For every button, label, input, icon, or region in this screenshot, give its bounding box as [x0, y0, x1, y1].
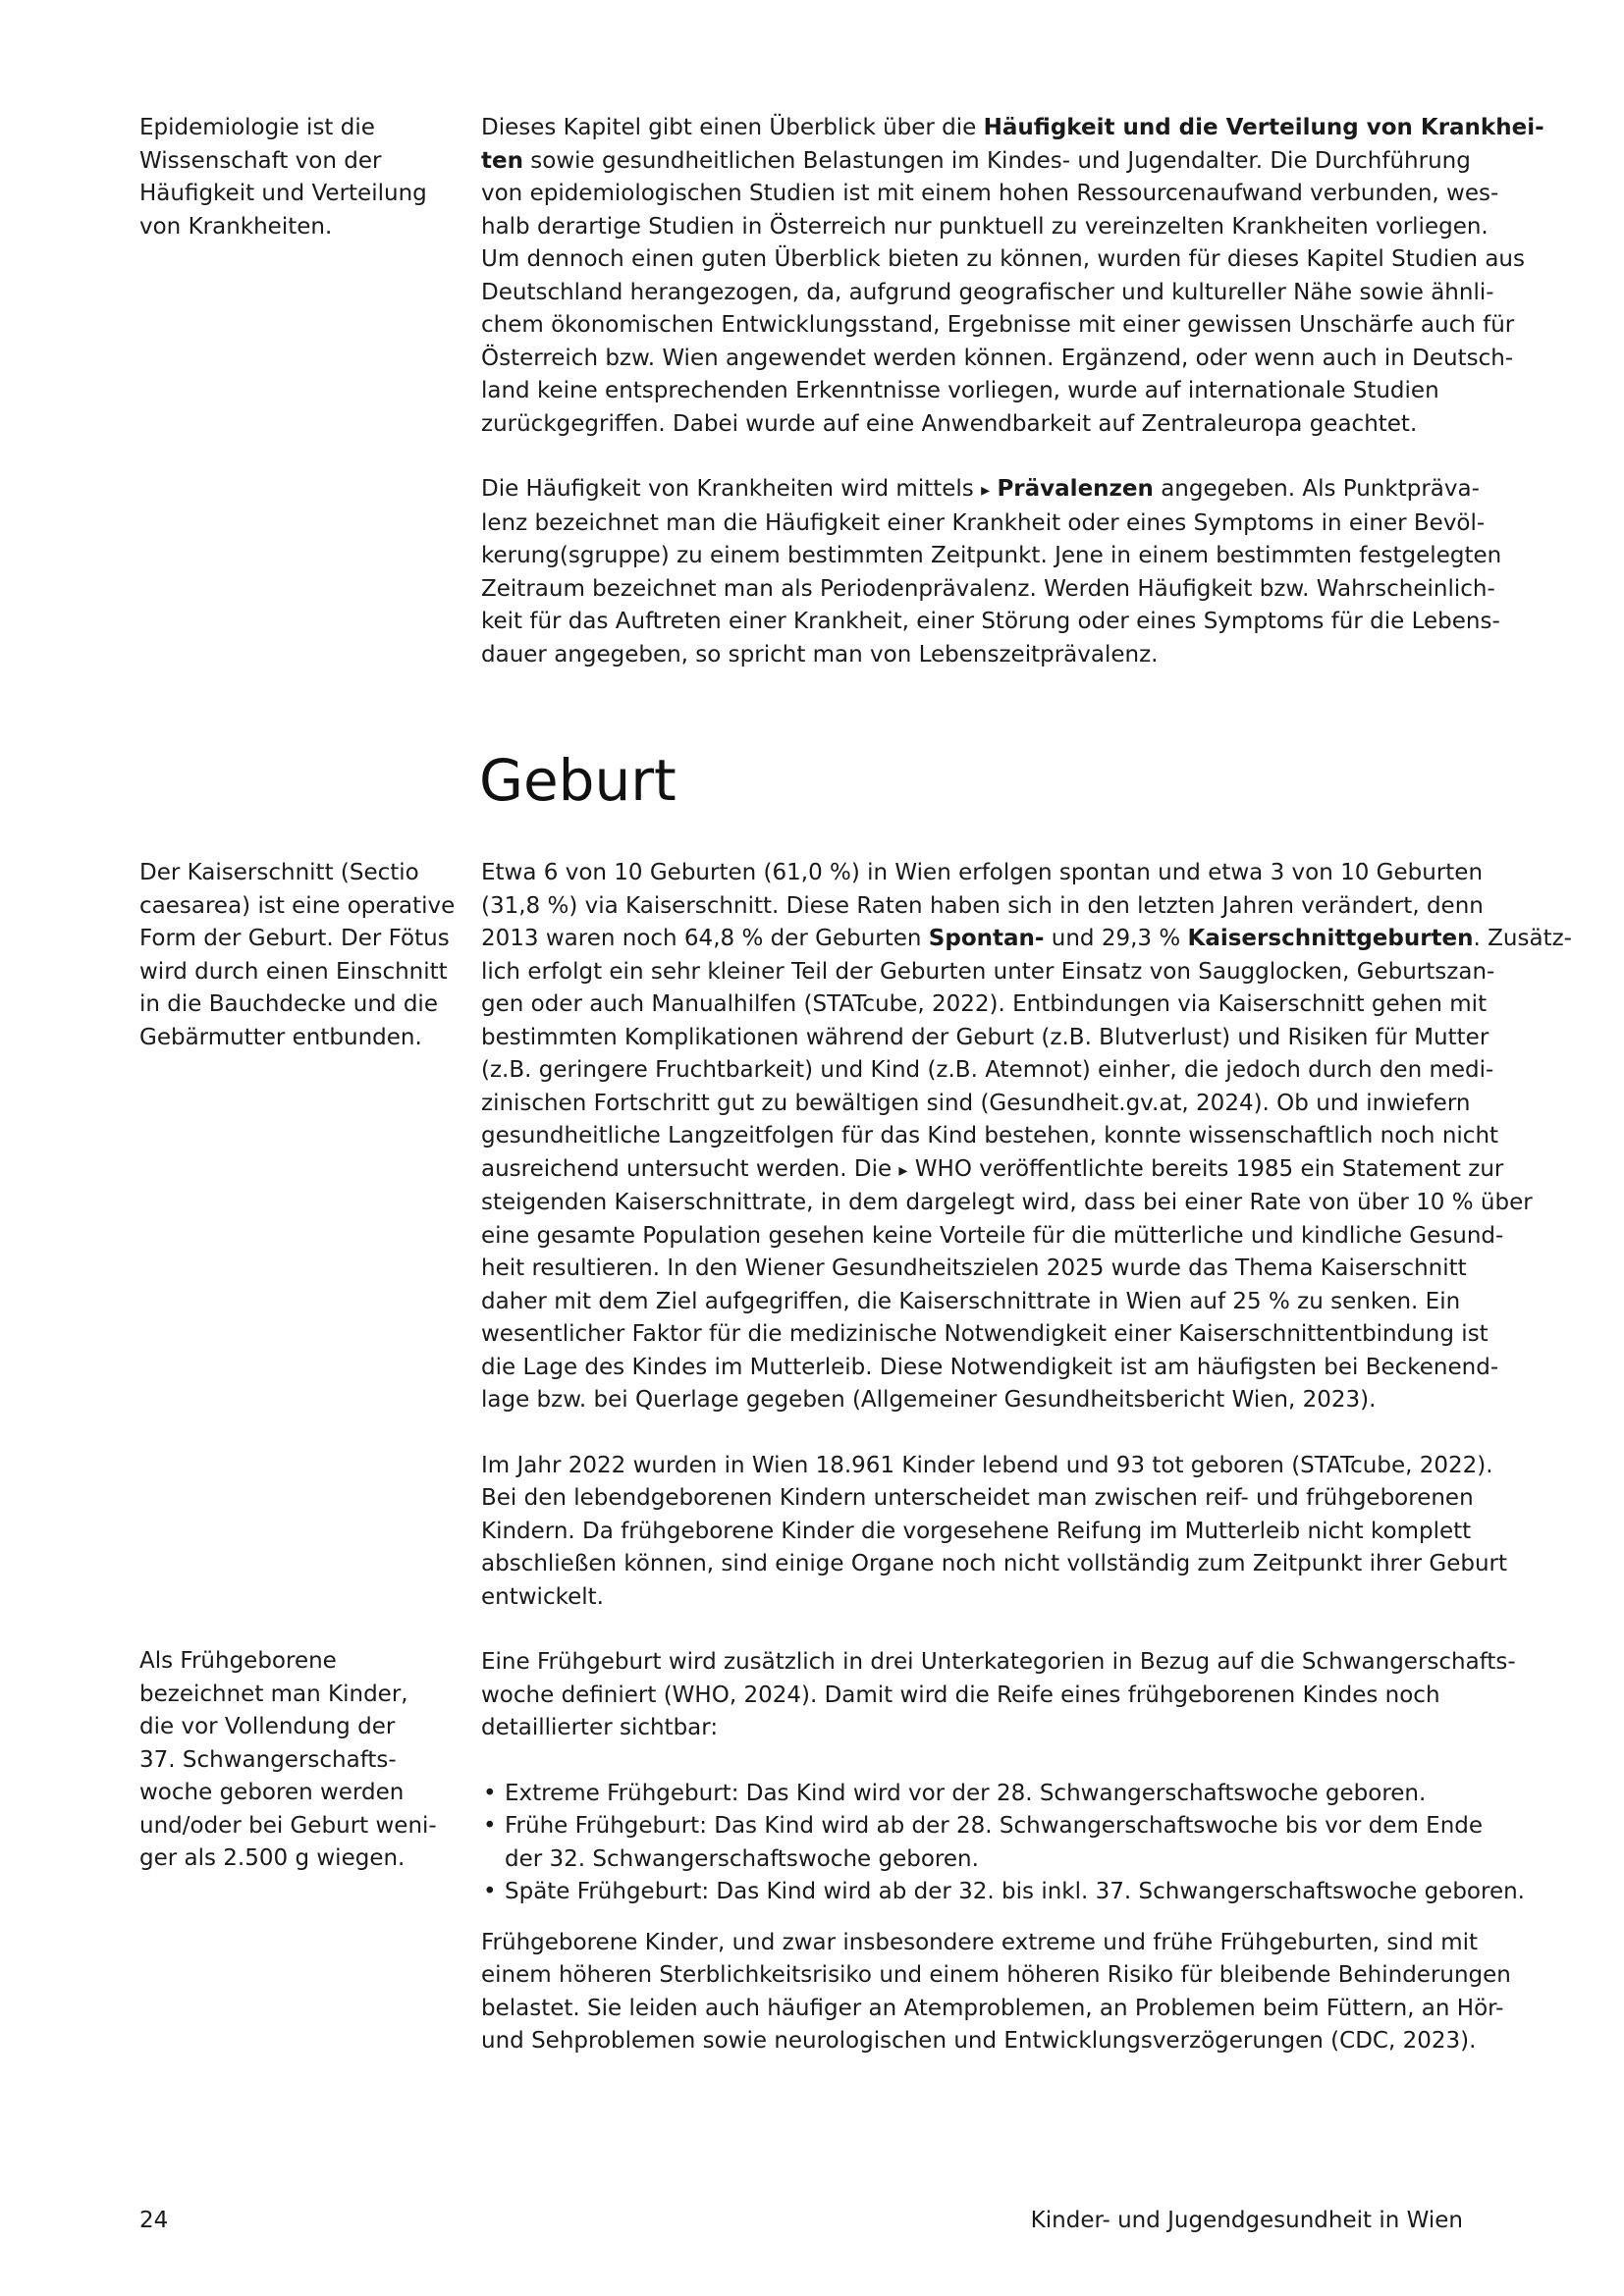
glossary-link-who[interactable]: WHO veröffentlichte bereits 1985 ein Statement zur: [907, 1155, 1504, 1182]
text-line: und Sehproblemen sowie neurologischen und Entwicklungsverzögerungen (CDC, 2023).: [481, 2028, 1477, 2054]
text-line: zurückgegriffen. Dabei wurde auf eine Anwendbarkeit auf Zentraleuropa geachtet.: [481, 410, 1418, 437]
text-line: gen oder auch Manualhilfen (STATcube, 2022). Entbindungen via Kaiserschnitt gehen mit: [481, 991, 1488, 1017]
text-line: [481, 473, 1480, 507]
text-line: Frühgeborene Kinder, und zwar insbesondere extreme und frühe Frühgeburten, sind mit: [481, 1929, 1479, 1955]
text-line: gesundheitliche Langzeitfolgen für das Kind bestehen, konnte wissenschaftlich noch nicht: [481, 1123, 1499, 1148]
text-line: woche definiert (WHO, 2024). Damit wird die Reife eines frühgeborenen Kindes noch: [481, 1682, 1440, 1708]
page-number: 24: [139, 2208, 169, 2233]
section-heading: Geburt: [479, 747, 677, 814]
sidenote-line: in die Bauchdecke und die: [139, 991, 438, 1017]
text-line: einem höheren Sterblichkeitsrisiko und einem höheren Risiko für bleibende Behinderungen: [481, 1962, 1511, 1988]
text-line: [481, 145, 1473, 179]
text-line: Späte Frühgeburt: Das Kind wird ab der 32. bis inkl. 37. Schwangerschaftswoche geboren.: [505, 1879, 1525, 1904]
text-line: Bei den lebendgeborenen Kindern unterscheidet man zwischen reif- und frühgeborenen: [481, 1485, 1474, 1511]
text-line: eine gesamte Population gesehen keine Vorteile für die mütterliche und kindliche Gesund-: [481, 1222, 1504, 1249]
text-line: dauer angegeben, so spricht man von Lebenszeitprävalenz.: [481, 641, 1159, 667]
section-body: [481, 857, 1572, 2058]
text-line: chem ökonomischen Entwicklungsstand, Ergebnisse mit einer gewissen Unschärfe auch für: [481, 312, 1515, 338]
bullet-icon: •: [483, 1879, 497, 1904]
text-line: Um dennoch einen guten Überblick bieten zu können, wurden für dieses Kapitel Studien aus: [481, 246, 1525, 272]
text-line: keit für das Auftreten einer Krankheit, einer Störung oder eines Symptoms für die Lebens-: [481, 609, 1500, 634]
section-paragraph-4: [481, 1927, 1511, 2058]
sidenote-epidemiologie: [139, 112, 434, 243]
text-line: entwickelt.: [481, 1583, 604, 1610]
text-line: bestimmten Komplikationen während der Geburt (z.B. Blutverlust) und Risiken für Mutter: [481, 1024, 1489, 1050]
text-line: lenz bezeichnet man die Häufigkeit einer Krankheit oder eines Symptoms in einer Bevöl-: [481, 509, 1486, 536]
text-line: der 32. Schwangerschaftswoche geboren.: [505, 1845, 979, 1872]
text-line: Im Jahr 2022 wurden in Wien 18.961 Kinder lebend und 93 tot geboren (STATcube, 2022).: [481, 1452, 1493, 1478]
text-line: abschließen können, sind einige Organe noch nicht vollständig zum Zeitpunkt ihrer Geburt: [481, 1551, 1508, 1576]
arrow-icon: ▸: [898, 1159, 908, 1181]
text-run: ausreichend untersucht werden. Die: [481, 1155, 899, 1182]
text-line: wesentlicher Faktor für die medizinische Notwendigkeit einer Kaiserschnittentbindung ist: [481, 1321, 1489, 1347]
bullet-icon: •: [483, 1813, 497, 1839]
text-line: [481, 112, 1544, 145]
sidenote-line: Gebärmutter entbunden.: [139, 1024, 422, 1050]
intro-text: [481, 112, 1544, 671]
sidenote-line: Der Kaiserschnitt (Sectio: [139, 860, 419, 885]
text-run: angegeben. Als Punktpräva-: [1153, 476, 1480, 502]
bold-term: ten: [481, 147, 523, 174]
text-line: (z.B. geringere Fruchtbarkeit) und Kind (z.B. Atemnot) einher, die jedoch durch den medi-: [481, 1057, 1494, 1083]
text-line: Etwa 6 von 10 Geburten (61,0 %) in Wien erfolgen spontan und etwa 3 von 10 Geburten: [481, 860, 1484, 885]
text-line: die Lage des Kindes im Mutterleib. Diese Notwendigkeit ist am häufigsten bei Beckenend-: [481, 1354, 1499, 1380]
text-line: Frühe Frühgeburt: Das Kind wird ab der 28. Schwangerschaftswoche bis vor dem Ende: [505, 1813, 1484, 1839]
text-run: Die Häufigkeit von Krankheiten wird mittels: [481, 476, 982, 502]
text-line: kerung(sgruppe) zu einem bestimmten Zeitpunkt. Jene in einem bestimmten festgelegten: [481, 543, 1502, 568]
text-line: belastet. Sie leiden auch häufiger an Atemproblemen, an Problemen beim Füttern, an Hör-: [481, 1995, 1504, 2021]
sidenote-line: woche geboren werden: [139, 1780, 405, 1805]
section-paragraph-2: [481, 1450, 1508, 1615]
bold-term: Kaiserschnittgeburten: [1187, 926, 1474, 951]
text-line: Kindern. Da frühgeborene Kinder die vorgesehene Reifung im Mutterleib nicht komplett: [481, 1518, 1472, 1544]
text-line: lich erfolgt ein sehr kleiner Teil der Geburten unter Einsatz von Saugglocken, Geburtszan-: [481, 958, 1495, 985]
intro-paragraph-1: [481, 112, 1544, 441]
preterm-categories-list: [481, 1778, 1525, 1909]
text-line: (31,8 %) via Kaiserschnitt. Diese Raten haben sich in den letzten Jahren verändert, denn: [481, 892, 1484, 919]
bold-term: Häufigkeit und die Verteilung von Krankhei-: [983, 115, 1544, 140]
glossary-link-praevalenzen[interactable]: Prävalenzen: [997, 476, 1154, 502]
text-line: Extreme Frühgeburt: Das Kind wird vor der 28. Schwangerschaftswoche geboren.: [505, 1780, 1427, 1806]
bullet-icon: •: [483, 1780, 497, 1806]
list-item: [481, 1876, 1525, 1909]
text-line: Österreich bzw. Wien angewendet werden können. Ergänzend, oder wenn auch in Deutsch-: [481, 345, 1514, 371]
text-line: [481, 1153, 1504, 1188]
text-run: . Zusätz-: [1473, 926, 1572, 951]
sidenote-line: und/oder bei Geburt weni-: [139, 1812, 437, 1839]
sidenote-kaiserschnitt: [139, 857, 456, 1054]
sidenote-line: caesarea) ist eine operative: [139, 892, 456, 919]
text-line: heit resultieren. In den Wiener Gesundheitszielen 2025 wurde das Thema Kaiserschnitt: [481, 1255, 1467, 1281]
text-line: [481, 923, 1572, 956]
text-run: 2013 waren noch 64,8 % der Geburten: [481, 926, 929, 951]
section-paragraph-1: [481, 857, 1572, 1417]
sidenote-line: ger als 2.500 g wiegen.: [139, 1845, 406, 1871]
list-item: [481, 1810, 1484, 1876]
sidenote-line: die vor Vollendung der: [139, 1714, 396, 1739]
sidenote-line: Wissenschaft von der: [139, 147, 382, 174]
text-line: detaillierter sichtbar:: [481, 1715, 719, 1740]
sidenote-line: bezeichnet man Kinder,: [139, 1681, 408, 1707]
publication-title: Kinder- und Jugendgesundheit in Wien: [1030, 2208, 1463, 2233]
sidenote-line: wird durch einen Einschnitt: [139, 958, 448, 985]
text-line: von epidemiologischen Studien ist mit einem hohen Ressourcenaufwand verbunden, wes-: [481, 181, 1499, 206]
text-run: Dieses Kapitel gibt einen Überblick über die: [481, 115, 984, 140]
text-line: lage bzw. bei Querlage gegeben (Allgemeiner Gesundheitsbericht Wien, 2023).: [481, 1387, 1377, 1413]
text-line: daher mit dem Ziel aufgegriffen, die Kaiserschnittrate in Wien auf 25 % zu senken. Ein: [481, 1288, 1461, 1314]
sidenote-line: Epidemiologie ist die: [139, 115, 375, 140]
text-line: Zeitraum bezeichnet man als Periodenprävalenz. Werden Häufigkeit bzw. Wahrscheinlich-: [481, 575, 1495, 602]
arrow-icon: ▸: [981, 480, 991, 501]
text-run: sowie gesundheitlichen Belastungen im Kindes- und Jugendalter. Die Durchführung: [522, 147, 1471, 174]
sidenote-fruehgeborene: [139, 1645, 437, 1876]
text-run: und 29,3 %: [1044, 926, 1188, 951]
intro-paragraph-2: [481, 473, 1502, 671]
text-line: steigenden Kaiserschnittrate, in dem dargelegt wird, dass bei einer Rate von über 10 % über: [481, 1190, 1533, 1215]
text-line: land keine entsprechenden Erkenntnisse vorliegen, wurde auf internationale Studien: [481, 378, 1439, 403]
text-line: halb derartige Studien in Österreich nur punktuell zu vereinzelten Krankheiten vorliegen.: [481, 213, 1489, 240]
text-line: zinischen Fortschritt gut zu bewältigen sind (Gesundheit.gv.at, 2024). Ob und inwiefern: [481, 1090, 1471, 1116]
sidenote-line: von Krankheiten.: [139, 213, 333, 240]
text-line: Deutschland herangezogen, da, aufgrund geografischer und kultureller Nähe sowie ähnli-: [481, 279, 1494, 305]
bold-term: Spontan-: [928, 926, 1045, 951]
text-line: Eine Frühgeburt wird zusätzlich in drei Unterkategorien in Bezug auf die Schwangerschafts-: [481, 1649, 1516, 1675]
section-paragraph-3: [481, 1646, 1516, 1745]
list-item: [481, 1778, 1473, 1811]
sidenote-line: Häufigkeit und Verteilung: [139, 181, 427, 206]
sidenote-line: Als Frühgeborene: [139, 1648, 337, 1674]
sidenote-line: 37. Schwangerschafts-: [139, 1746, 397, 1773]
sidenote-line: Form der Geburt. Der Fötus: [139, 926, 450, 951]
